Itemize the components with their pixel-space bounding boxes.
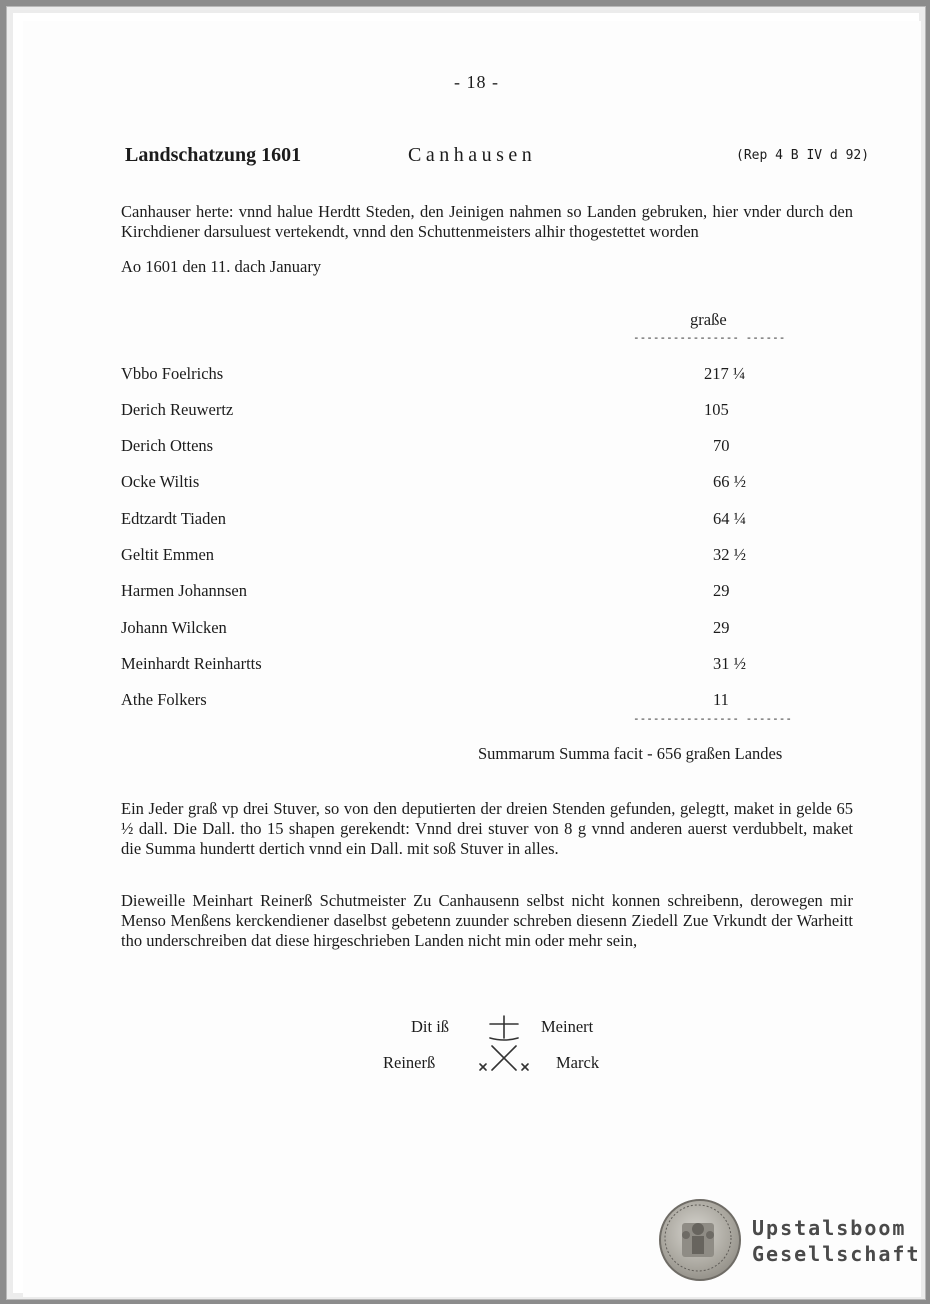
table-row-value: 70 [713, 436, 730, 455]
table-row-name: Ocke Wiltis [121, 472, 200, 491]
brand-line-1: Upstalsboom [752, 1216, 907, 1240]
paragraph-payment: Ein Jeder graß vp drei Stuver, so von den deputierten der dreien Stenden gefunden, gelegtt, maket in gelde 65 ½ dall. Die Dall. tho 15 shapen gerekendt: Vnnd drei stuver von 8 g vnnd anderen auerst verdubbelt, maket die Summa hundertt dertich vnnd ein Dall. mit soß Stuver in alles. [121, 799, 853, 858]
rule-bottom: ---------------- ------- [633, 712, 792, 725]
table-row-value: 66 ½ [713, 472, 746, 491]
rule-top: ---------------- ------ [633, 331, 786, 344]
table-row-name: Geltit Emmen [121, 545, 215, 564]
archive-reference: (Rep 4 B IV d 92) [736, 148, 870, 163]
table-row-name: Derich Reuwertz [121, 400, 234, 419]
table-row-value: 105 [704, 400, 729, 419]
summary-total: Summarum Summa facit - 656 graßen Landes [478, 744, 783, 763]
date-line: Ao 1601 den 11. dach January [121, 257, 322, 276]
table-row-name: Meinhardt Reinhartts [121, 654, 262, 673]
column-header: graße [690, 310, 727, 329]
signature-text: Reinerß [383, 1053, 436, 1072]
table-row-name: Johann Wilcken [121, 618, 227, 637]
intro-paragraph: Canhauser herte: vnnd halue Herdtt Steden, den Jeinigen nahmen so Landen gebruken, hier vnder durch den Kirchdiener darsuluest vertekendt, vnnd den Schuttenmeisters alhir thogestettet worden [121, 202, 853, 241]
brand-line-2: Gesellschaft [752, 1242, 921, 1266]
table-row-value: 217 ¼ [704, 364, 746, 383]
table-row-value: 64 ¼ [713, 509, 746, 528]
document-title: Landschatzung 1601 [125, 144, 302, 166]
place-name: Canhausen [408, 144, 537, 166]
table-row-name: Athe Folkers [121, 690, 207, 709]
paragraph-attestation: Dieweille Meinhart Reinerß Schutmeister Zu Canhausenn selbst nicht konnen schreibenn, derowegen mir Menso Menßens kerckendiener daselbst gebetenn zuunder schreben diesenn Ziedell Zue Vrkundt der Warheitt tho underschreiben dat diese hirgeschrieben Landen nicht min oder mehr sein, [121, 891, 853, 950]
signature-text: Marck [556, 1053, 600, 1072]
table-row-name: Edtzardt Tiaden [121, 509, 226, 528]
table-row-name: Harmen Johannsen [121, 581, 248, 600]
table-row-value: 32 ½ [713, 545, 746, 564]
page-number: - 18 - [454, 72, 499, 92]
table-row-name: Vbbo Foelrichs [121, 364, 224, 383]
table-row-value: 29 [713, 618, 730, 637]
society-seal-icon [659, 1199, 741, 1281]
page-frame [6, 6, 926, 1300]
table-row-value: 31 ½ [713, 654, 746, 673]
signature-text: Dit iß [411, 1017, 450, 1036]
table-row-value: 11 [713, 690, 729, 709]
table-row-value: 29 [713, 581, 730, 600]
signature-text: Meinert [541, 1017, 594, 1036]
house-mark-icon [476, 1012, 532, 1078]
table-row-name: Derich Ottens [121, 436, 214, 455]
